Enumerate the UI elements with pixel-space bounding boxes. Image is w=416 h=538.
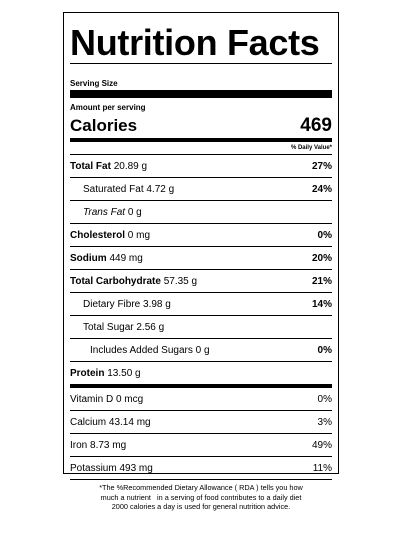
nutrient-row-trans-fat	[70, 200, 332, 223]
nutrient-name: Sodium	[70, 252, 107, 264]
nutrient-name: Iron	[70, 439, 88, 451]
nutrient-pct: 3%	[317, 416, 332, 428]
nutrient-amount: 449 mg	[106, 252, 143, 264]
serving-size: Serving Size	[70, 79, 118, 88]
nutrient-amount: 13.50 g	[104, 367, 141, 379]
nutrient-row-total-sugar	[70, 315, 332, 338]
nutrient-amount: 0 mcg	[113, 393, 144, 405]
nutrient-name: Total Fat	[70, 160, 111, 172]
label-title: Nutrition Facts	[70, 22, 320, 63]
footnote-line: much a nutrient in a serving of food contributes to a daily diet	[100, 492, 302, 502]
title-divider	[70, 63, 332, 64]
calories-label: Calories	[70, 116, 138, 135]
nutrient-pct: 49%	[311, 439, 332, 451]
nutrient-amount: 493 mg	[116, 462, 153, 474]
nutrient-pct: 11%	[312, 462, 332, 474]
nutrient-row-added-sugars	[70, 338, 332, 361]
nutrient-amount: 20.89 g	[110, 160, 148, 172]
nutrient-amount: 57.35 g	[160, 275, 198, 287]
nutrient-row-total-fat	[70, 154, 332, 177]
nutrient-name: Potassium	[70, 462, 117, 474]
nutrient-pct: 27%	[311, 160, 332, 172]
nutrient-amount: 8.73 mg	[87, 439, 127, 451]
nutrient-row-sodium	[70, 246, 332, 269]
nutrient-pct: 0%	[317, 229, 332, 241]
nutrient-amount: 3.98 g	[140, 298, 171, 310]
serving-divider	[70, 90, 332, 98]
nutrient-amount: 4.72 g	[143, 183, 175, 195]
nutrient-row-iron	[70, 433, 332, 456]
nutrient-amount: 43.14 mg	[106, 416, 151, 428]
nutrient-amount: 0 g	[125, 206, 142, 218]
footnote-line: 2000 calories a day is used for general nutrition advice.	[111, 502, 291, 511]
nutrition-facts-label	[63, 12, 339, 511]
amount-per-serving: Amount per serving	[70, 103, 146, 112]
nutrient-amount: 0 g	[192, 344, 210, 356]
nutrient-amount: 0 mg	[125, 229, 151, 241]
nutrient-row-protein	[70, 361, 332, 384]
nutrient-row-calcium	[70, 410, 332, 433]
nutrient-pct: 0%	[317, 393, 332, 405]
nutrient-row-vitamin-d	[70, 388, 332, 410]
nutrient-pct: 24%	[311, 183, 332, 195]
nutrient-name: Vitamin D	[70, 393, 114, 405]
nutrient-row-dietary-fibre	[70, 292, 332, 315]
nutrient-pct: 21%	[311, 275, 332, 287]
nutrient-name: Total Sugar	[83, 321, 134, 333]
nutrient-pct: 0%	[317, 344, 332, 356]
nutrient-pct: 14%	[311, 298, 332, 310]
calories-value: 469	[300, 115, 332, 136]
nutrient-amount: 2.56 g	[133, 321, 165, 333]
nutrient-name: Trans Fat	[83, 206, 126, 218]
nutrient-name: Dietary Fibre	[83, 298, 141, 310]
nutrient-name: Total Carbohydrate	[70, 275, 161, 287]
calories-row	[70, 114, 332, 138]
nutrient-row-saturated-fat	[70, 177, 332, 200]
nutrient-pct: 20%	[311, 252, 332, 264]
nutrient-name: Cholesterol	[70, 229, 126, 241]
nutrient-row-total-carbohydrate	[70, 269, 332, 292]
nutrient-row-potassium	[70, 456, 332, 479]
footnote	[70, 479, 332, 512]
footnote-line: *The %Recommended Dietary Allowance ( RDA ) tells you how	[99, 483, 303, 492]
daily-value-header: % Daily Value*	[290, 145, 332, 151]
nutrient-name: Saturated Fat	[83, 183, 144, 195]
nutrient-name: Includes Added Sugars	[90, 344, 193, 356]
nutrient-name: Calcium	[70, 416, 107, 428]
nutrient-row-cholesterol	[70, 223, 332, 246]
nutrient-name: Protein	[70, 367, 105, 379]
